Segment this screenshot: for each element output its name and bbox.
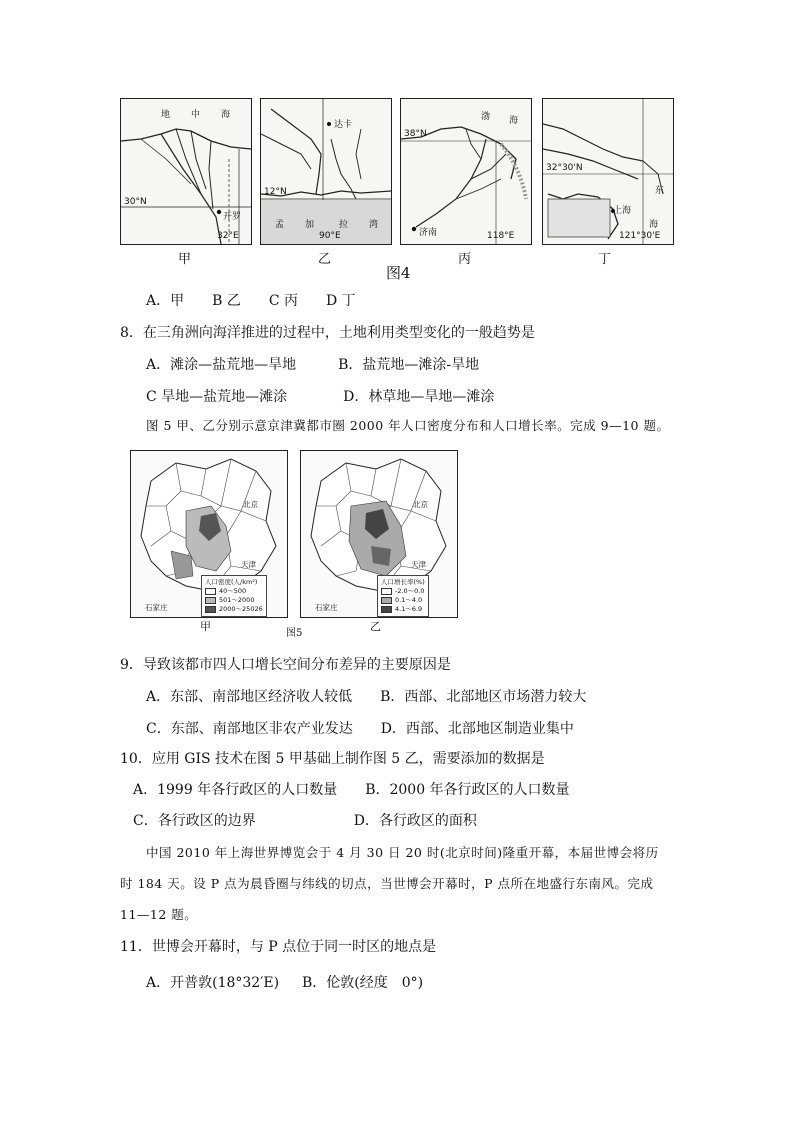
q10-options-ab: A．1999 年各行政区的人口数量 B．2000 年各行政区的人口数量 [133,782,570,798]
q9-stem: 9．导致该都市四人口增长空间分布差异的主要原因是 [120,657,451,673]
caption-ding: 丁 [598,252,612,267]
q8-options-cd: C 旱地—盐荒地—滩涂 D．林草地—旱地—滩涂 [146,389,495,405]
label-12n: 12°N [264,187,287,197]
q8-options-ab: A．滩涂—盐荒地—旱地 B．盐荒地—滩涂-旱地 [146,357,480,373]
label-dhaka: 达卡 [334,120,353,130]
label-90e: 90°E [319,231,341,241]
label-30n: 30°N [124,197,147,207]
q11-stem: 11．世博会开幕时，与 P 点位于同一时区的地点是 [120,939,437,955]
q8-stem: 8．在三角洲向海洋推进的过程中，土地利用类型变化的一般趋势是 [120,325,535,341]
map-panel-growth [300,450,458,618]
density-legend-1: 40～500 [219,587,247,595]
density-legend-2: 501～2000 [219,596,255,604]
caption-fig5-yi: 乙 [370,620,381,633]
map-panel-ding [542,98,674,245]
label-hai: 海 [221,110,231,120]
growth-label-beijing: 北京 [413,500,428,509]
caption-bing: 丙 [458,252,472,267]
growth-label-shijiazhuang: 石家庄 [315,603,338,612]
label-32-30n: 32°30'N [546,163,583,173]
label-la: 拉 [339,220,349,230]
label-zhong: 中 [191,110,201,120]
density-legend-title: 人口密度(人/km²) [205,578,258,586]
density-legend [201,575,267,617]
caption-fig5-jia: 甲 [200,620,211,633]
label-meng: 孟 [275,220,285,230]
growth-legend-1: -2.0～0.0 [395,587,425,595]
growth-legend-2: 0.1～4.0 [395,596,423,604]
label-32e: 32°E [217,231,239,241]
q11-option-b: B．伦敦(经度 0°) [302,975,424,991]
nile-delta-map [121,99,251,244]
map-panel-density [130,450,288,618]
density-label-tianjin: 天津 [241,560,256,569]
label-hai4: 海 [649,220,659,230]
label-118e: 118°E [487,231,515,241]
q9-options-cd: C．东部、南部地区非农产业发达 D．西部、北部地区制造业集中 [146,721,574,737]
label-di: 地 [161,110,171,120]
label-121-30e: 121°30'E [619,231,661,241]
caption-yi: 乙 [318,252,332,267]
label-wan: 湾 [369,220,379,230]
label-hai3: 海 [509,116,519,126]
figure-4-title: 图4 [386,264,411,282]
label-38n: 38°N [404,129,427,139]
growth-legend-3: 4.1～6.9 [395,605,423,613]
intro-q11-12-line3: 11—12 题。 [120,907,198,922]
label-dong: 东 [655,186,665,196]
intro-q9-10: 图 5 甲、乙分别示意京津冀都市圈 2000 年人口密度分布和人口增长率。完成 9—10 题。 [146,418,670,433]
label-cairo: 开罗 [223,212,242,222]
map-panel-jia [120,98,252,245]
density-label-shijiazhuang: 石家庄 [145,603,168,612]
map-panel-bing [400,98,532,245]
figure-5-title: 图5 [286,628,303,639]
caption-jia: 甲 [178,252,192,267]
growth-label-tianjin: 天津 [411,560,426,569]
density-label-beijing: 北京 [243,500,258,509]
q10-stem: 10．应用 GIS 技术在图 5 甲基础上制作图 5 乙，需要添加的数据是 [120,751,545,767]
label-bo: 渤 [481,112,491,122]
growth-legend [377,575,429,617]
intro-q11-12-line1: 中国 2010 年上海世界博览会于 4 月 30 日 20 时(北京时间)隆重开幕，本届世博会将历 [146,845,659,860]
intro-q11-12-line2: 时 184 天。设 P 点为晨昏圈与纬线的切点，当世博会开幕时，P 点所在地盛行东南风。完成 [120,876,654,891]
q11-option-a: A．开普敦(18°32′E) [146,975,280,991]
label-jinan: 济南 [419,228,438,238]
map-panel-yi [260,98,392,245]
label-shanghai: 上海 [613,206,632,216]
q9-options-ab: A．东部、南部地区经济收人较低 B．西部、北部地区市场潜力较大 [146,689,587,705]
label-jia2: 加 [305,220,315,230]
density-legend-3: 2000～25026 [219,605,263,613]
growth-legend-title: 人口增长率(%) [381,578,425,586]
q10-options-cd: C．各行政区的边界 D．各行政区的面积 [133,813,477,829]
q7-options: A．甲 B 乙 C 丙 D 丁 [146,293,356,309]
